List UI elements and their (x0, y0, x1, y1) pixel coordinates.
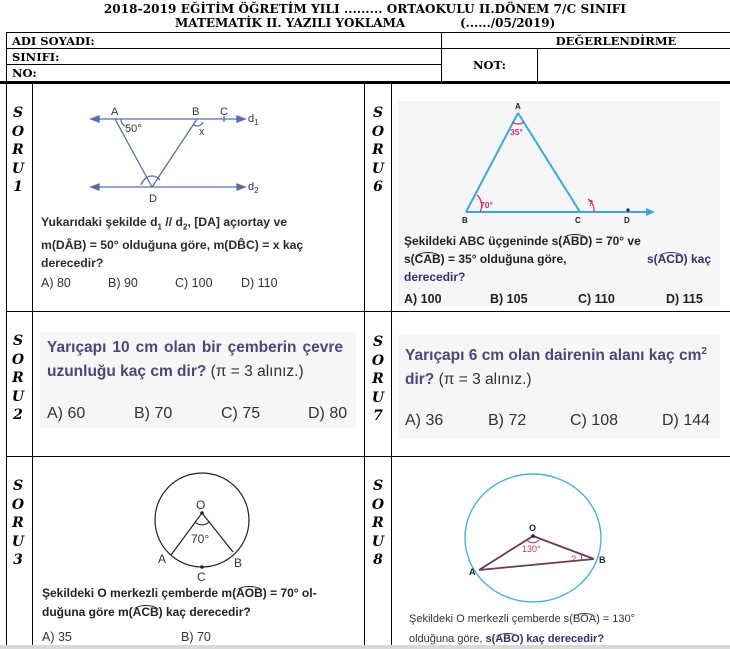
option-b[interactable]: B) 90 (108, 276, 138, 290)
option-c[interactable]: C) 110 (578, 292, 615, 306)
label-letter: S (12, 478, 24, 494)
option-d[interactable]: D) 115 (666, 292, 703, 306)
grade-field[interactable] (538, 49, 730, 81)
question-8-line-1: Şekildeki O merkezli çemberde s(BOA) = 130° (409, 613, 636, 625)
question-3-line-2: duğuna göre m(ACB) kaç derecedir? (42, 605, 251, 619)
angle-x-label: x (199, 126, 205, 138)
label-letter: S (372, 478, 384, 494)
label-letter: O (371, 352, 385, 369)
svg-text:d1: $d_1$ (248, 113, 259, 127)
parallel-lines-figure (33, 85, 363, 215)
question-1-line-3: derecedir? (41, 256, 104, 271)
label-letter: O (11, 496, 25, 513)
label-letter: R (372, 515, 384, 531)
question-2-text (47, 336, 343, 384)
question-3-options (42, 630, 211, 644)
question-2-label (3, 332, 33, 425)
angle-70-label: 70° (480, 200, 493, 210)
label-letter: U (11, 160, 25, 177)
question-3-line-1: Şekildeki O merkezli çemberde m(AOB) = 70° ol- (42, 586, 317, 600)
question-3-text (42, 584, 357, 622)
point-a-label: A (111, 106, 119, 118)
question-8-label (363, 477, 393, 570)
option-a[interactable]: A) 100 (404, 292, 442, 306)
label-letter: O (11, 123, 25, 140)
label-letter: R (372, 371, 384, 387)
label-letter: O (371, 496, 385, 513)
label-letter: R (12, 515, 24, 531)
question-1-line-1: Yukarıdaki şekilde $d_1 // d_2$, [DA] açıortay ve (41, 215, 288, 232)
label-letter: U (371, 533, 385, 550)
angle-70-label: 70° (191, 532, 210, 546)
option-b[interactable]: B) 70 (181, 630, 211, 644)
option-b[interactable]: B) 70 (134, 405, 173, 422)
question-8-text (409, 609, 714, 649)
question-7-options (405, 412, 710, 430)
label-letter: U (371, 389, 385, 406)
point-c-label: C (575, 216, 581, 225)
label-letter: U (11, 388, 25, 405)
label-letter: R (372, 142, 384, 158)
label-number: 1 (13, 179, 23, 195)
divider (6, 311, 730, 312)
option-b[interactable]: B) 72 (488, 412, 527, 429)
question-6-label (363, 104, 393, 197)
point-a-label: A (515, 102, 521, 111)
exam-title-line-1: 2018-2019 EĞİTİM ÖĞRETİM YILI ......... ORTAOKULU II.DÖNEM 7/C SINIFI (103, 2, 627, 16)
option-a[interactable]: A) 80 (41, 276, 71, 290)
option-d[interactable]: D) 80 (308, 405, 348, 422)
question-6-line-3: derecedir? (404, 270, 466, 284)
grade-label: NOT: (473, 58, 506, 72)
option-d[interactable]: D) 144 (662, 412, 711, 429)
point-o-label: O (196, 498, 206, 512)
label-letter: U (11, 533, 25, 550)
question-1-text (41, 213, 313, 272)
point-b-label: B (234, 556, 243, 570)
question-6-text (404, 232, 711, 286)
label-letter: S (372, 334, 384, 350)
point-a-label: A (469, 567, 476, 577)
divider (6, 32, 730, 33)
question-6-options (404, 292, 703, 306)
option-d[interactable]: D) 110 (241, 276, 278, 290)
point-d-label: D (624, 216, 630, 225)
class-label: SINIFI: (12, 50, 60, 64)
name-label: ADI SOYADI: (12, 34, 95, 48)
question-6-line-2: s(CAB) = 35° olduğuna göre, s(ACD) kaç (404, 252, 711, 266)
point-c-label: C (197, 570, 206, 584)
question-7-line-2: dir? (π = 3 alınız.) (405, 371, 532, 389)
question-1-options (41, 276, 278, 290)
svg-text:d2: $d_2$ (248, 181, 259, 195)
exam-title-line-2 (0, 16, 730, 32)
divider (6, 64, 442, 65)
question-2-line-2: uzunluğu kaç cm dir? (π = 3 alınız.) (47, 363, 304, 380)
label-letter: S (12, 333, 24, 349)
option-a[interactable]: A) 60 (47, 405, 86, 422)
angle-130-label: 130° (522, 544, 541, 554)
point-o-label: O (529, 523, 537, 533)
label-letter: U (371, 160, 385, 177)
point-a-label: A (158, 552, 167, 566)
option-c[interactable]: C) 75 (221, 405, 261, 422)
number-label: NO: (12, 66, 37, 80)
circle-triangle-figure (455, 470, 630, 605)
angle-unknown-label: ? (571, 554, 577, 564)
evaluation-label: DEĞERLENDİRME (555, 34, 677, 48)
divider (6, 48, 442, 49)
question-8-line-2: olduğuna göre, s(ABO) kaç derecedir? (409, 633, 605, 645)
point-b-label: B (599, 555, 606, 565)
label-letter: R (12, 142, 24, 158)
question-7-text (405, 340, 715, 392)
divider (6, 32, 7, 82)
angle-unknown-label: ? (588, 198, 594, 208)
divider (6, 456, 730, 457)
triangle-figure (398, 95, 720, 230)
label-letter: O (11, 351, 25, 368)
angle-35-label: 35° (510, 127, 523, 137)
angle-50-label: 50° (125, 123, 142, 135)
point-b-label: B (192, 106, 200, 118)
label-letter: O (371, 123, 385, 140)
question-3-label (3, 477, 33, 570)
option-a[interactable]: A) 36 (405, 412, 444, 429)
page-cutoff (0, 645, 730, 649)
question-1-line-2: m(DÂB) = 50° olduğuna göre, m(DB̂C) = x kaç (41, 238, 304, 253)
question-6-line-1: Şekildeki ABC üçgeninde s(ABD) = 70° ve (404, 234, 641, 248)
label-number: 6 (373, 179, 383, 195)
divider-thick (0, 81, 730, 84)
exam-date: (....../05/2019) (460, 16, 556, 30)
label-letter: R (12, 370, 24, 386)
question-7-label (363, 333, 393, 426)
label-number: 8 (373, 552, 383, 568)
option-c[interactable]: C) 100 (175, 276, 213, 290)
label-number: 7 (373, 408, 383, 424)
option-a[interactable]: A) 35 (42, 630, 72, 644)
option-b[interactable]: B) 105 (490, 292, 528, 306)
label-letter: S (12, 105, 24, 121)
question-1-label (3, 104, 33, 197)
question-2-options (47, 405, 347, 423)
question-2-line-1: Yarıçapı 10 cm olan bir çemberin çevre (47, 339, 343, 356)
point-b-label: B (462, 216, 468, 225)
circle-central-angle-figure (140, 465, 270, 585)
label-number: 2 (13, 407, 23, 423)
exam-subject: MATEMATİK II. YAZILI YOKLAMA (175, 16, 406, 30)
question-7-line-1: Yarıçapı 6 cm olan dairenin alanı kaç $cm^2$ (405, 346, 707, 365)
label-number: 3 (13, 552, 23, 568)
option-c[interactable]: C) 108 (570, 412, 619, 429)
point-c-label: C (220, 106, 228, 118)
label-letter: S (372, 105, 384, 121)
point-d-label: D (149, 193, 157, 205)
